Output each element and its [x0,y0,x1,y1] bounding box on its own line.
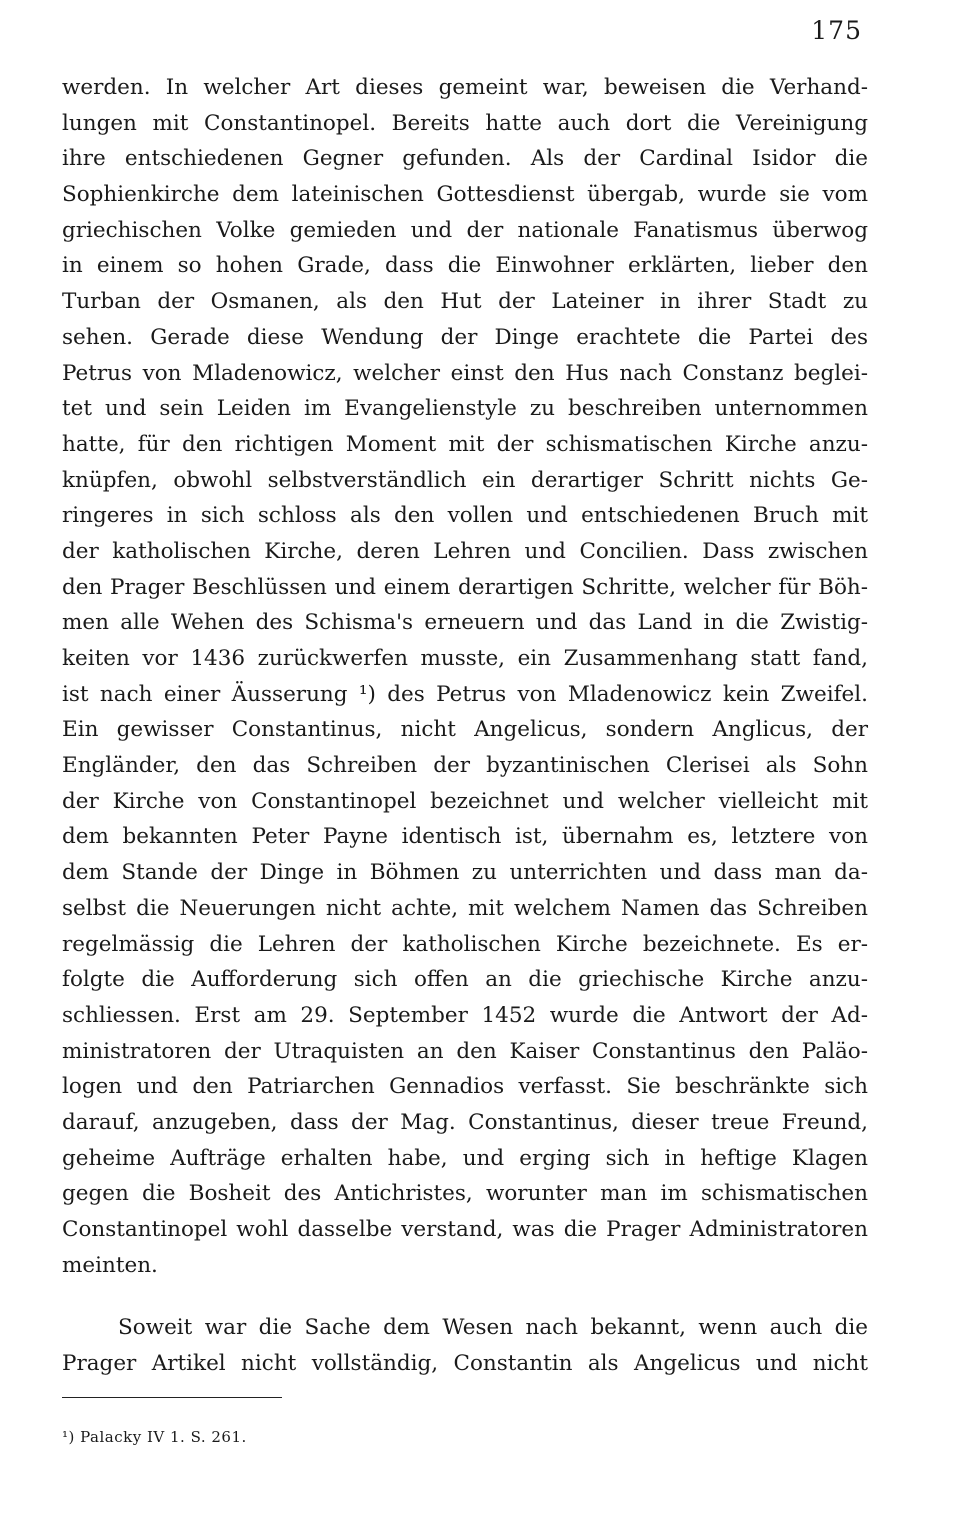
text-line: ist nach einer Äusserung ¹) des Petrus von Mladenowicz kein Zweifel. [62,681,868,707]
text-line: dem Stande der Dinge in Böhmen zu unterrichten und dass man da- [62,860,868,886]
text-line: Soweit war die Sache dem Wesen nach bekannt, wenn auch die [118,1315,868,1340]
text-line: Ein gewisser Constantinus, nicht Angelicus, sondern Anglicus, der [62,717,868,743]
text-line: Turban der Osmanen, als den Hut der Lateiner in ihrer Stadt zu [62,289,868,315]
text-line: knüpfen, obwohl selbstverständlich ein derartiger Schritt nichts Ge- [62,467,868,493]
body-paragraph [62,70,868,1283]
text-line: Engländer, den das Schreiben der byzantinischen Clerisei als Sohn [62,753,868,779]
text-line: tet und sein Leiden im Evangelienstyle zu beschreiben unternommen [62,396,868,422]
text-line: meinten. [62,1252,158,1278]
text-line: lungen mit Constantinopel. Bereits hatte auch dort die Vereinigung [62,110,868,136]
text-line: Petrus von Mladenowicz, welcher einst den Hus nach Constanz beglei- [62,360,868,386]
text-line: keiten vor 1436 zurückwerfen musste, ein Zusammenhang statt fand, [62,646,868,671]
text-line: logen und den Patriarchen Gennadios verfasst. Sie beschränkte sich [62,1074,868,1100]
text-line: in einem so hohen Grade, dass die Einwohner erklärten, lieber den [62,253,868,279]
text-line: sehen. Gerade diese Wendung der Dinge erachtete die Partei des [62,324,868,350]
page-number: 175 [811,16,862,45]
text-line: griechischen Volke gemieden und der nationale Fanatismus überwog [62,217,868,243]
body-paragraph [62,1310,868,1381]
text-line: schliessen. Erst am 29. September 1452 wurde die Antwort der Ad- [62,1002,868,1028]
text-line: den Prager Beschlüssen und einem derartigen Schritte, welcher für Böh- [62,574,868,600]
text-line: ringeres in sich schloss als den vollen und entschiedenen Bruch mit [62,503,868,529]
text-line: Constantinopel wohl dasselbe verstand, was die Prager Administratoren [62,1217,868,1242]
text-line: folgte die Aufforderung sich offen an die griechische Kirche anzu- [62,967,868,993]
text-line: regelmässig die Lehren der katholischen Kirche bezeichnete. Es er- [62,931,868,957]
text-line: ministratoren der Utraquisten an den Kaiser Constantinus den Paläo- [62,1038,868,1064]
text-line: geheime Aufträge erhalten habe, und erging sich in heftige Klagen [62,1145,868,1171]
text-line: selbst die Neuerungen nicht achte, mit welchem Namen das Schreiben [62,895,868,921]
footnote-divider [62,1397,282,1398]
text-line: men alle Wehen des Schisma's erneuern und das Land in die Zwistig- [62,610,868,636]
text-line: darauf, anzugeben, dass der Mag. Constantinus, dieser treue Freund, [62,1109,868,1135]
text-line: der Kirche von Constantinopel bezeichnet und welcher vielleicht mit [62,788,868,814]
text-line: dem bekannten Peter Payne identisch ist, übernahm es, letztere von [62,824,868,850]
text-line: Sophienkirche dem lateinischen Gottesdienst übergab, wurde sie vom [62,182,868,208]
text-line: gegen die Bosheit des Antichristes, worunter man im schismatischen [62,1181,868,1207]
text-line: ihre entschiedenen Gegner gefunden. Als der Cardinal Isidor die [62,146,868,172]
text-line: werden. In welcher Art dieses gemeint war, beweisen die Verhand- [62,75,868,100]
footnote: ¹) Palacky IV 1. S. 261. [62,1428,247,1446]
text-line: hatte, für den richtigen Moment mit der schismatischen Kirche anzu- [62,431,868,457]
text-line: der katholischen Kirche, deren Lehren und Concilien. Dass zwischen [62,538,868,564]
text-line: Prager Artikel nicht vollständig, Constantin als Angelicus und nicht [62,1350,868,1376]
